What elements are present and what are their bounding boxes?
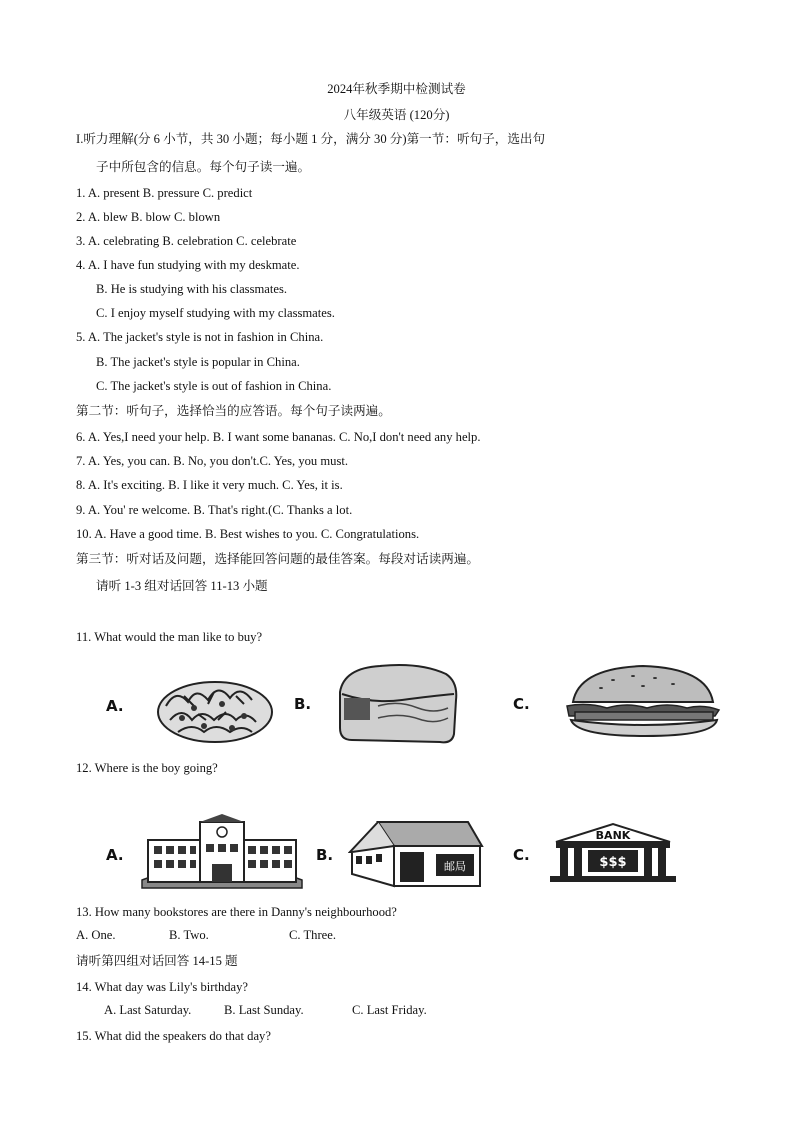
question-7: 7. A. Yes, you can. B. No, you don't.C. Yes, you must.: [76, 454, 349, 468]
q12-option-a-label: A.: [106, 846, 124, 864]
question-14-option-a: A. Last Saturday.: [104, 1003, 192, 1017]
q12-option-b-label: B.: [316, 846, 334, 864]
question-9: 9. A. You' re welcome. B. That's right.(C. Thanks a lot.: [76, 503, 353, 517]
bread-icon: [330, 662, 460, 744]
question-14-option-b: B. Last Sunday.: [224, 1003, 304, 1017]
bank-money-text: $$$: [599, 855, 627, 870]
question-13-option-a: A. One.: [76, 928, 116, 942]
question-6: 6. A. Yes,I need your help. B. I want some bananas. C. No,I don't need any help.: [76, 430, 481, 444]
question-14-option-c: C. Last Friday.: [352, 1003, 427, 1017]
bank-icon: [548, 822, 678, 884]
section2-heading: 第二节：听句子，选择恰当的应答语。每个句子读两遍。: [76, 404, 391, 418]
question-5-option-a: 5. A. The jacket's style is not in fashion in China.: [76, 330, 324, 344]
exam-subtitle: 八年级英语 (120分): [343, 108, 450, 122]
q11-option-c-label: C.: [513, 695, 530, 713]
question-13: 13. How many bookstores are there in Danny's neighbourhood?: [76, 905, 397, 919]
salad-icon: [154, 666, 276, 746]
question-5-option-c: C. The jacket's style is out of fashion in China.: [96, 379, 332, 393]
question-15: 15. What did the speakers do that day?: [76, 1029, 271, 1043]
question-1: 1. A. present B. pressure C. predict: [76, 186, 253, 200]
question-13-option-c: C. Three.: [289, 928, 336, 942]
question-13-option-b: B. Two.: [169, 928, 209, 942]
question-5-option-b: B. The jacket's style is popular in China.: [96, 355, 300, 369]
section3-heading: 第三节：听对话及问题，选择能回答问题的最佳答案。每段对话读两遍。: [76, 552, 479, 566]
question-8: 8. A. It's exciting. B. I like it very much. C. Yes, it is.: [76, 478, 343, 492]
section1-heading-line1: I.听力理解(分 6 小节，共 30 小题；每小题 1 分，满分 30 分)第一节：听句子，选出句: [76, 132, 546, 146]
q11-option-b-label: B.: [294, 695, 312, 713]
section1-heading-line2: 子中所包含的信息。每个句子读一遍。: [96, 160, 311, 174]
svg-text:邮局: 邮局: [444, 860, 466, 873]
question-4-option-c: C. I enjoy myself studying with my classmates.: [96, 306, 335, 320]
q12-option-c-label: C.: [513, 846, 530, 864]
question-11: 11. What would the man like to buy?: [76, 630, 263, 644]
question-10: 10. A. Have a good time. B. Best wishes to you. C. Congratulations.: [76, 527, 420, 541]
q11-option-a-label: A.: [106, 697, 124, 715]
post-office-icon: [348, 818, 484, 888]
question-14: 14. What day was Lily's birthday?: [76, 980, 249, 994]
bank-sign-text: BANK: [595, 829, 631, 842]
hamburger-icon: [563, 664, 723, 740]
exam-title: 2024年秋季期中检测试卷: [327, 82, 466, 96]
section3-sub-heading: 请听 1-3 组对话回答 11-13 小题: [96, 579, 268, 593]
question-12: 12. Where is the boy going?: [76, 761, 218, 775]
group4-heading: 请听第四组对话回答 14-15 题: [76, 954, 238, 968]
question-2: 2. A. blew B. blow C. blown: [76, 210, 221, 224]
school-building-icon: [138, 812, 306, 890]
question-4-option-a: 4. A. I have fun studying with my deskmate.: [76, 258, 300, 272]
question-3: 3. A. celebrating B. celebration C. celebrate: [76, 234, 297, 248]
question-4-option-b: B. He is studying with his classmates.: [96, 282, 287, 296]
